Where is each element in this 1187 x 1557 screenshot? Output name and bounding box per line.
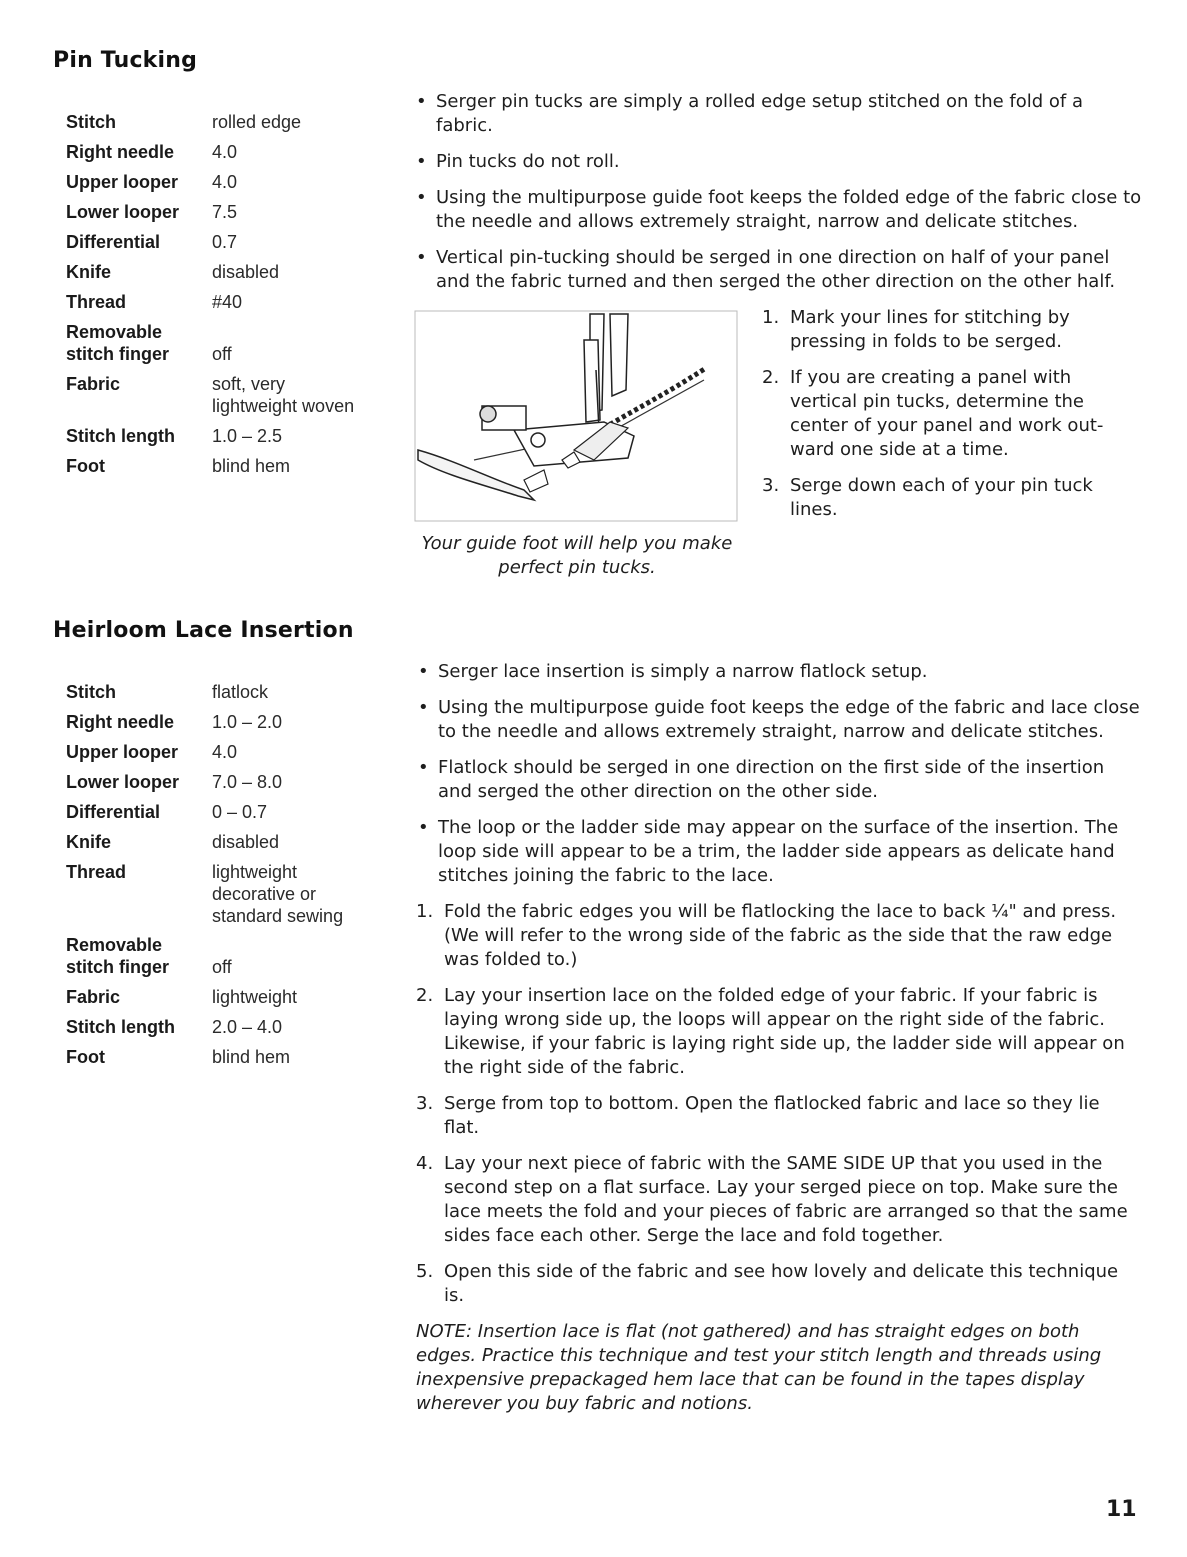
spec-label: Stitch length [66, 1017, 175, 1037]
spec-value: 7.0 – 8.0 [212, 772, 283, 792]
step-item [416, 900, 1140, 972]
spec-value: #40 [212, 292, 243, 312]
guide-foot-drawing [414, 310, 738, 522]
spec-row [66, 1016, 376, 1046]
spec-label: Upper looper [66, 172, 179, 192]
spec-label: Right needle [66, 712, 175, 732]
spec-label: Upper looper [66, 742, 179, 762]
page-number: 11 [1106, 1497, 1137, 1522]
spec-value: off [212, 344, 232, 364]
step-number: 1. [416, 901, 434, 922]
note-text: NOTE: Insertion lace is flat (not gathered) and has straight edges on both edges. Practice this technique and test your stitch length and threads using inexpensive prepackaged hem lace that can be found in the tapes display wherever you buy fabric and notions. [416, 1321, 1102, 1414]
step-number: 5. [416, 1261, 434, 1282]
step-item [762, 306, 1142, 354]
step-item [416, 1152, 1140, 1248]
spec-value: 1.0 – 2.0 [212, 712, 283, 732]
step-number: 4. [416, 1153, 434, 1174]
spec-label: Removable stitch finger [66, 322, 170, 364]
step-text: Open this side of the fabric and see how lovely and delicate this technique is. [444, 1261, 1119, 1306]
step-text: If you are creating a panel with vertical pin tucks, determine the center of your panel and work out-ward one side at a time. [790, 367, 1104, 460]
spec-value: disabled [212, 832, 280, 852]
spec-label: Fabric [66, 374, 121, 394]
bullet-item: • Using the multipurpose guide foot keeps the edge of the fabric and lace close to the needle and allows extremely straight, narrow and delicate stitches. [416, 696, 1140, 744]
step-item [416, 984, 1140, 1080]
bullet-item: • Serger pin tucks are simply a rolled edge setup stitched on the fold of a fabric. [414, 90, 1144, 138]
spec-label: Stitch length [66, 426, 175, 446]
bullet-item: • Pin tucks do not roll. [414, 150, 1144, 174]
pin-tucking-spec-table [66, 111, 376, 485]
pin-tucking-heading: Pin Tucking [53, 48, 198, 73]
step-item [762, 474, 1142, 522]
lace-insertion-spec-table [66, 681, 376, 1076]
spec-label: Differential [66, 232, 161, 252]
spec-label: Knife [66, 262, 111, 282]
spec-value: off [212, 957, 232, 977]
spec-value: 4.0 [212, 172, 238, 192]
spec-row [66, 425, 376, 455]
spec-value: 4.0 [212, 142, 238, 162]
spec-value: lightweight decorative or standard sewing [212, 862, 344, 926]
step-number: 3. [762, 475, 780, 496]
step-number: 1. [762, 307, 780, 328]
step-text: Lay your insertion lace on the folded edge of your fabric. If your fabric is laying wrong side up, the loops will appear on the right side of the fabric. Likewise, if your fabric is laying right side up, the ladder side will appear on the right side of the fabric. [444, 985, 1125, 1078]
spec-label: Stitch [66, 682, 117, 702]
pin-tucking-bullets [414, 90, 1144, 294]
spec-value: blind hem [212, 456, 291, 476]
lace-insertion-body [416, 660, 1140, 1416]
spec-row [66, 741, 376, 771]
spec-value: flatlock [212, 682, 269, 702]
spec-row [66, 771, 376, 801]
spec-row [66, 861, 376, 934]
lace-insertion-heading: Heirloom Lace Insertion [53, 618, 354, 643]
step-item [416, 1260, 1140, 1308]
spec-label: Thread [66, 862, 127, 882]
spec-value: soft, very lightweight woven [212, 374, 355, 416]
step-item [762, 366, 1142, 462]
bullet-item: • Flatlock should be serged in one direction on the first side of the insertion and serged the other direction on the other side. [416, 756, 1140, 804]
step-text: Fold the fabric edges you will be flatlocking the lace to back ¼" and press. (We will refer to the wrong side of the fabric as the side that the raw edge was folded to.) [444, 901, 1117, 970]
spec-row [66, 321, 376, 373]
spec-row [66, 801, 376, 831]
step-item [416, 1092, 1140, 1140]
spec-label: Fabric [66, 987, 121, 1007]
bullet-item: • Using the multipurpose guide foot keeps the folded edge of the fabric close to the needle and allows extremely straight, narrow and delicate stitches. [414, 186, 1144, 234]
spec-row [66, 231, 376, 261]
spec-label: Thread [66, 292, 127, 312]
spec-row [66, 711, 376, 741]
spec-row [66, 291, 376, 321]
step-text: Serge down each of your pin tuck lines. [790, 475, 1093, 520]
illustration-caption: Your guide foot will help you make perfect pin tucks. [421, 533, 733, 578]
spec-label: Foot [66, 456, 105, 476]
spec-value: lightweight [212, 987, 298, 1007]
spec-row [66, 455, 376, 485]
spec-label: Knife [66, 832, 111, 852]
spec-label: Foot [66, 1047, 105, 1067]
spec-value: 2.0 – 4.0 [212, 1017, 283, 1037]
step-number: 2. [416, 985, 434, 1006]
spec-row [66, 201, 376, 231]
spec-label: Right needle [66, 142, 175, 162]
step-text: Serge from top to bottom. Open the flatlocked fabric and lace so they lie flat. [444, 1093, 1100, 1138]
spec-label: Removable stitch finger [66, 935, 170, 977]
step-text: Lay your next piece of fabric with the SAME SIDE UP that you used in the second step on a flat surface. Lay your serged piece on top. Make sure the lace meets the fold and your pieces of fabric are arranged so that the same sides face each other. Serge the lace and fold together. [444, 1153, 1128, 1246]
spec-row [66, 373, 376, 425]
spec-row [66, 986, 376, 1016]
spec-row [66, 1046, 376, 1076]
spec-value: rolled edge [212, 112, 302, 132]
spec-value: 0.7 [212, 232, 238, 252]
spec-value: 7.5 [212, 202, 238, 222]
guide-foot-illustration [414, 310, 738, 522]
spec-value: blind hem [212, 1047, 291, 1067]
spec-row [66, 934, 376, 986]
spec-value: 0 – 0.7 [212, 802, 268, 822]
spec-row [66, 111, 376, 141]
bullet-item: • Serger lace insertion is simply a narrow flatlock setup. [416, 660, 1140, 684]
spec-row [66, 261, 376, 291]
spec-row [66, 171, 376, 201]
bullet-item: • The loop or the ladder side may appear on the surface of the insertion. The loop side will appear to be a trim, the ladder side appears as delicate hand stitches joining the fabric to the lace. [416, 816, 1140, 888]
spec-value: 1.0 – 2.5 [212, 426, 283, 446]
spec-label: Differential [66, 802, 161, 822]
step-number: 2. [762, 367, 780, 388]
step-number: 3. [416, 1093, 434, 1114]
spec-row [66, 831, 376, 861]
spec-label: Stitch [66, 112, 117, 132]
spec-label: Lower looper [66, 772, 180, 792]
spec-row [66, 681, 376, 711]
spec-row [66, 141, 376, 171]
spec-label: Lower looper [66, 202, 180, 222]
pin-tucking-steps [762, 306, 1142, 522]
bullet-item: • Vertical pin-tucking should be serged in one direction on half of your panel and the fabric turned and then serged the other direction on the other half. [414, 246, 1144, 294]
spec-value: 4.0 [212, 742, 238, 762]
spec-value: disabled [212, 262, 280, 282]
step-text: Mark your lines for stitching by pressing in folds to be serged. [790, 307, 1070, 352]
